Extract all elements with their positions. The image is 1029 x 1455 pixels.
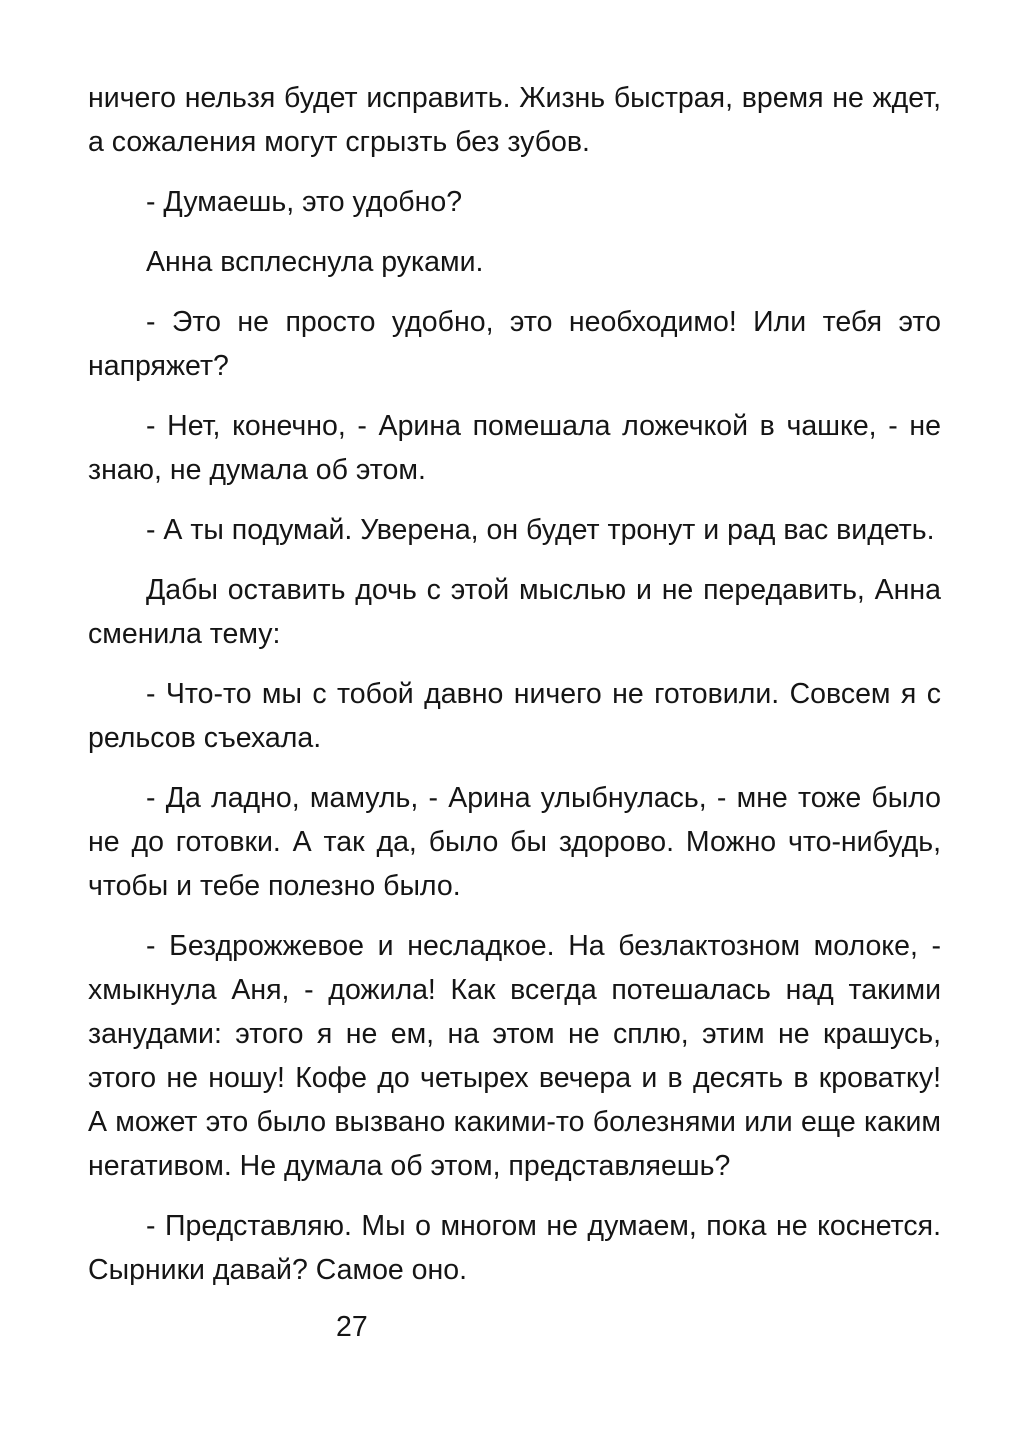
paragraph-dialogue: - Представляю. Мы о многом не думаем, пока не коснется. Сырники давай? Самое оно. xyxy=(88,1210,941,1286)
page-text-block xyxy=(88,76,941,1308)
paragraph-dialogue: - Нет, конечно, - Арина помешала ложечкой в чашке, - не знаю, не думала об этом. xyxy=(88,410,941,486)
paragraph-narration: Дабы оставить дочь с этой мыслью и не передавить, Анна сменила тему: xyxy=(88,574,941,650)
paragraph-dialogue: - Что-то мы с тобой давно ничего не готовили. Совсем я с рельсов съехала. xyxy=(88,678,941,754)
paragraph-continuation: ничего нельзя будет исправить. Жизнь быстрая, время не ждет, а сожаления могут сгрызть без зубов. xyxy=(88,82,941,158)
paragraph-dialogue: - Думаешь, это удобно? xyxy=(146,186,463,218)
page-number: 27 xyxy=(336,1311,368,1343)
paragraph-dialogue: - А ты подумай. Уверена, он будет тронут и рад вас видеть. xyxy=(146,514,935,546)
paragraph-dialogue: - Да ладно, мамуль, - Арина улыбнулась, - мне тоже было не до готовки. А так да, было бы здорово. Можно что-нибудь, чтобы и тебе полезно было. xyxy=(88,782,941,902)
paragraph-dialogue: - Бездрожжевое и несладкое. На безлактозном молоке, - хмыкнула Аня, - дожила! Как всегда потешалась над такими занудами: этого я не ем, на этом не сплю, этим не крашусь, этого не ношу! Кофе до четырех вечера и в десять в кроватку! А может это было вызвано какими-то болезнями или еще каким негативом. Не думала об этом, представляешь? xyxy=(88,930,941,1182)
paragraph-narration: Анна всплеснула руками. xyxy=(146,246,484,278)
paragraph-dialogue: - Это не просто удобно, это необходимо! Или тебя это напряжет? xyxy=(88,306,941,382)
